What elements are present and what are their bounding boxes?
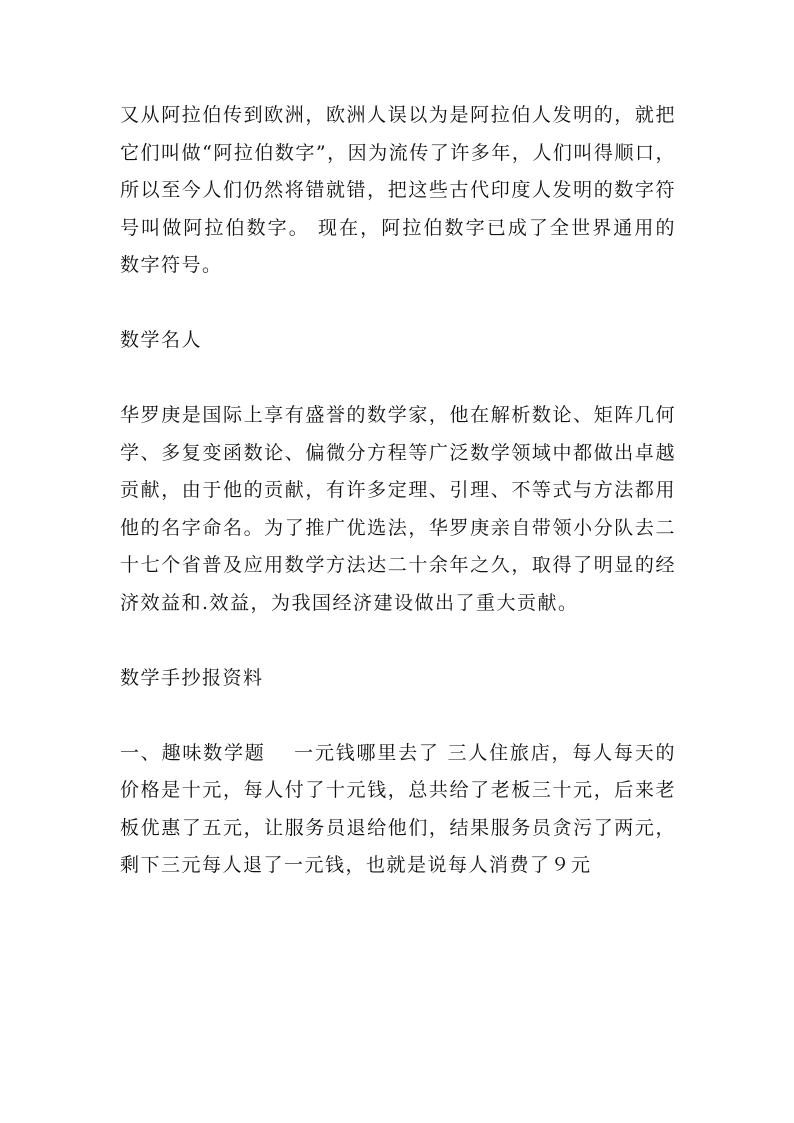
paragraph-hua-luogeng: 华罗庚是国际上享有盛誉的数学家，他在解析数论、矩阵几何学、多复变函数论、偏微分方程等广泛数学领域中都做出卓越贡献，由于他的贡献，有许多定理、引理、不等式与方法都用他的名字命名。为了推广优选法，华罗庚亲自带领小分队去二十七个省普及应用数学方法达二十余年之久，取得了明显的经济效益和.效益，为我国经济建设做出了重大贡献。	[120, 404, 676, 614]
paragraph-spacer	[120, 697, 676, 735]
heading-famous-mathematicians: 数学名人	[120, 329, 203, 351]
text-column	[120, 97, 676, 885]
paragraph-arabic-numerals: 又从阿拉伯传到欧洲，欧洲人误以为是阿拉伯人发明的，就把它们叫做“阿拉伯数字”，因为流传了许多年，人们叫得顺口，所以至今人们仍然将错就错，把这些古代印度人发明的数字符号叫做阿拉伯数字。 现在，阿拉伯数字已成了全世界通用的数字符号。	[120, 104, 676, 276]
heading-math-handout-material: 数学手抄报资料	[120, 666, 264, 689]
paragraph-math-puzzle: 一、趣味数学题 一元钱哪里去了 三人住旅店，每人每天的价格是十元，每人付了十元钱，总共给了老板三十元，后来老板优惠了五元，让服务员退给他们，结果服务员贪污了两元，剩下三元每人退了一元钱，也就是说每人消费了９元	[120, 741, 676, 876]
paragraph-spacer	[120, 622, 676, 660]
paragraph-spacer	[120, 285, 676, 323]
paragraph-spacer	[120, 360, 676, 398]
